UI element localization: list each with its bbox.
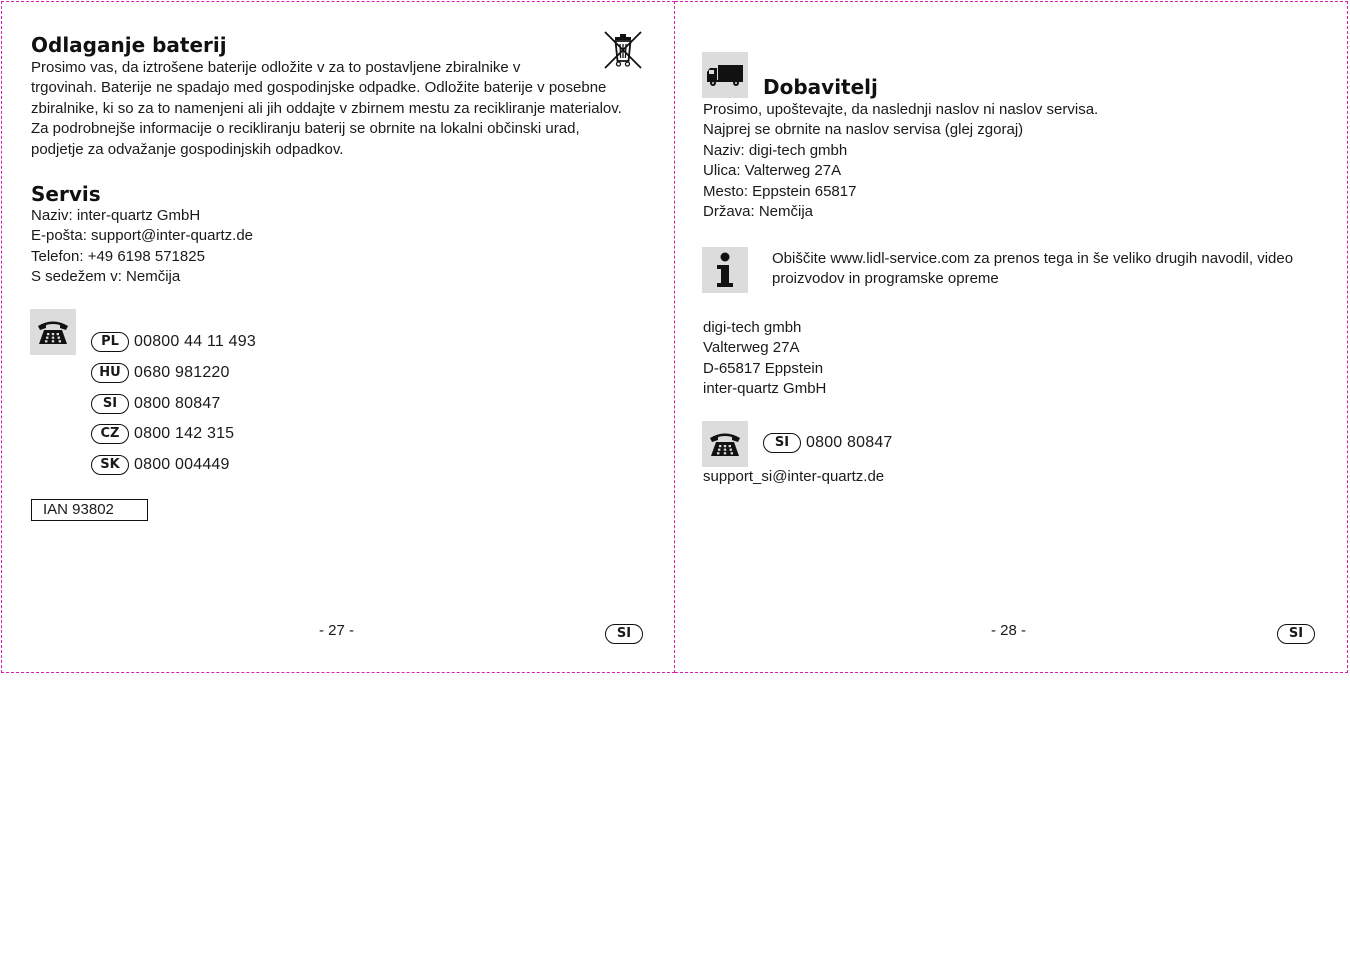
manual-page-left xyxy=(1,1,675,673)
language-badge xyxy=(605,624,643,644)
supplier-heading: Dobavitelj xyxy=(763,75,878,99)
hotline-number-sk: 0800 004449 xyxy=(134,456,230,473)
page-number: - 27 - xyxy=(319,622,355,639)
supplier-city: Mesto: Eppstein 65817 xyxy=(703,182,857,200)
supplier-lines xyxy=(703,100,1098,222)
service-name: Naziv: inter-quartz GmbH xyxy=(31,207,201,224)
info-text: Obiščite www.lidl-service.com za prenos tega in še veliko drugih navodil, video proizvodov in programske opreme xyxy=(772,250,1294,288)
hotline-row-pl xyxy=(91,330,256,354)
support-email: support_si@inter-quartz.de xyxy=(703,468,885,485)
language-badge-label: SI xyxy=(1277,624,1315,644)
delivery-truck-icon xyxy=(702,52,748,98)
address-city: D-65817 Eppstein xyxy=(703,359,824,377)
service-contact-lines xyxy=(31,206,253,288)
support-email-block xyxy=(703,467,884,487)
service-email: E-pošta: support@inter-quartz.de xyxy=(31,227,254,245)
hotline-number-hu: 0680 981220 xyxy=(134,364,230,381)
supplier-country: Država: Nemčija xyxy=(703,202,814,220)
country-badge-si: SI xyxy=(763,433,801,453)
hotline-row-hu xyxy=(91,361,230,385)
address-block xyxy=(703,318,826,400)
hotline-number-si: 0800 80847 xyxy=(806,434,893,451)
service-heading: Servis xyxy=(31,182,101,206)
supplier-name: Naziv: digi-tech gmbh xyxy=(703,141,848,159)
address-company: digi-tech gmbh xyxy=(703,319,802,336)
country-badge-sk: SK xyxy=(91,455,129,475)
address-street: Valterweg 27A xyxy=(703,339,800,357)
service-seat: S sedežem v: Nemčija xyxy=(31,268,181,286)
hotline-number-cz: 0800 142 315 xyxy=(134,425,235,442)
manual-page-right xyxy=(675,1,1348,673)
supplier-note: Prosimo, upoštevajte, da naslednji naslov ni naslov servisa. xyxy=(703,101,1099,118)
country-badge-cz: CZ xyxy=(91,424,129,444)
hotline-row-si xyxy=(91,392,221,416)
hotline-row-sk xyxy=(91,453,230,477)
language-badge xyxy=(1277,624,1315,644)
hotline-number-si: 0800 80847 xyxy=(134,395,221,412)
ian-number-box: IAN 93802 xyxy=(31,499,148,521)
page-number: - 28 - xyxy=(991,622,1027,639)
battery-disposal-text: Prosimo vas, da iztrošene baterije odložite v za to postavljene zbiralnike v trgovinah. Baterije ne spadajo med gospodinjske odpadke. Odložite baterije v posebne zbiralnike, ki so za to namenjeni ali jih oddajte v zbirnem mestu za recikliranje materialov. Za podrobnejše informacije o recikliranju baterij se obrnite na lokalni občinski urad, podjetje za odvažanje gospodinjskih odpadkov. xyxy=(31,59,622,158)
language-badge-label: SI xyxy=(605,624,643,644)
country-badge-hu: HU xyxy=(91,363,129,383)
battery-disposal-heading: Odlaganje baterij xyxy=(31,33,227,57)
hotline-row-si xyxy=(763,431,893,455)
country-badge-pl: PL xyxy=(91,332,129,352)
country-badge-si: SI xyxy=(91,394,129,414)
hotline-number-pl: 00800 44 11 493 xyxy=(134,333,256,350)
supplier-instruction: Najprej se obrnite na naslov servisa (glej zgoraj) xyxy=(703,121,1024,139)
telephone-icon xyxy=(30,309,76,355)
address-company-2: inter-quartz GmbH xyxy=(703,380,827,398)
info-icon xyxy=(702,247,748,293)
telephone-icon xyxy=(702,421,748,467)
supplier-street: Ulica: Valterweg 27A xyxy=(703,162,842,180)
hotline-row-cz xyxy=(91,422,234,446)
service-phone: Telefon: +49 6198 571825 xyxy=(31,247,205,265)
